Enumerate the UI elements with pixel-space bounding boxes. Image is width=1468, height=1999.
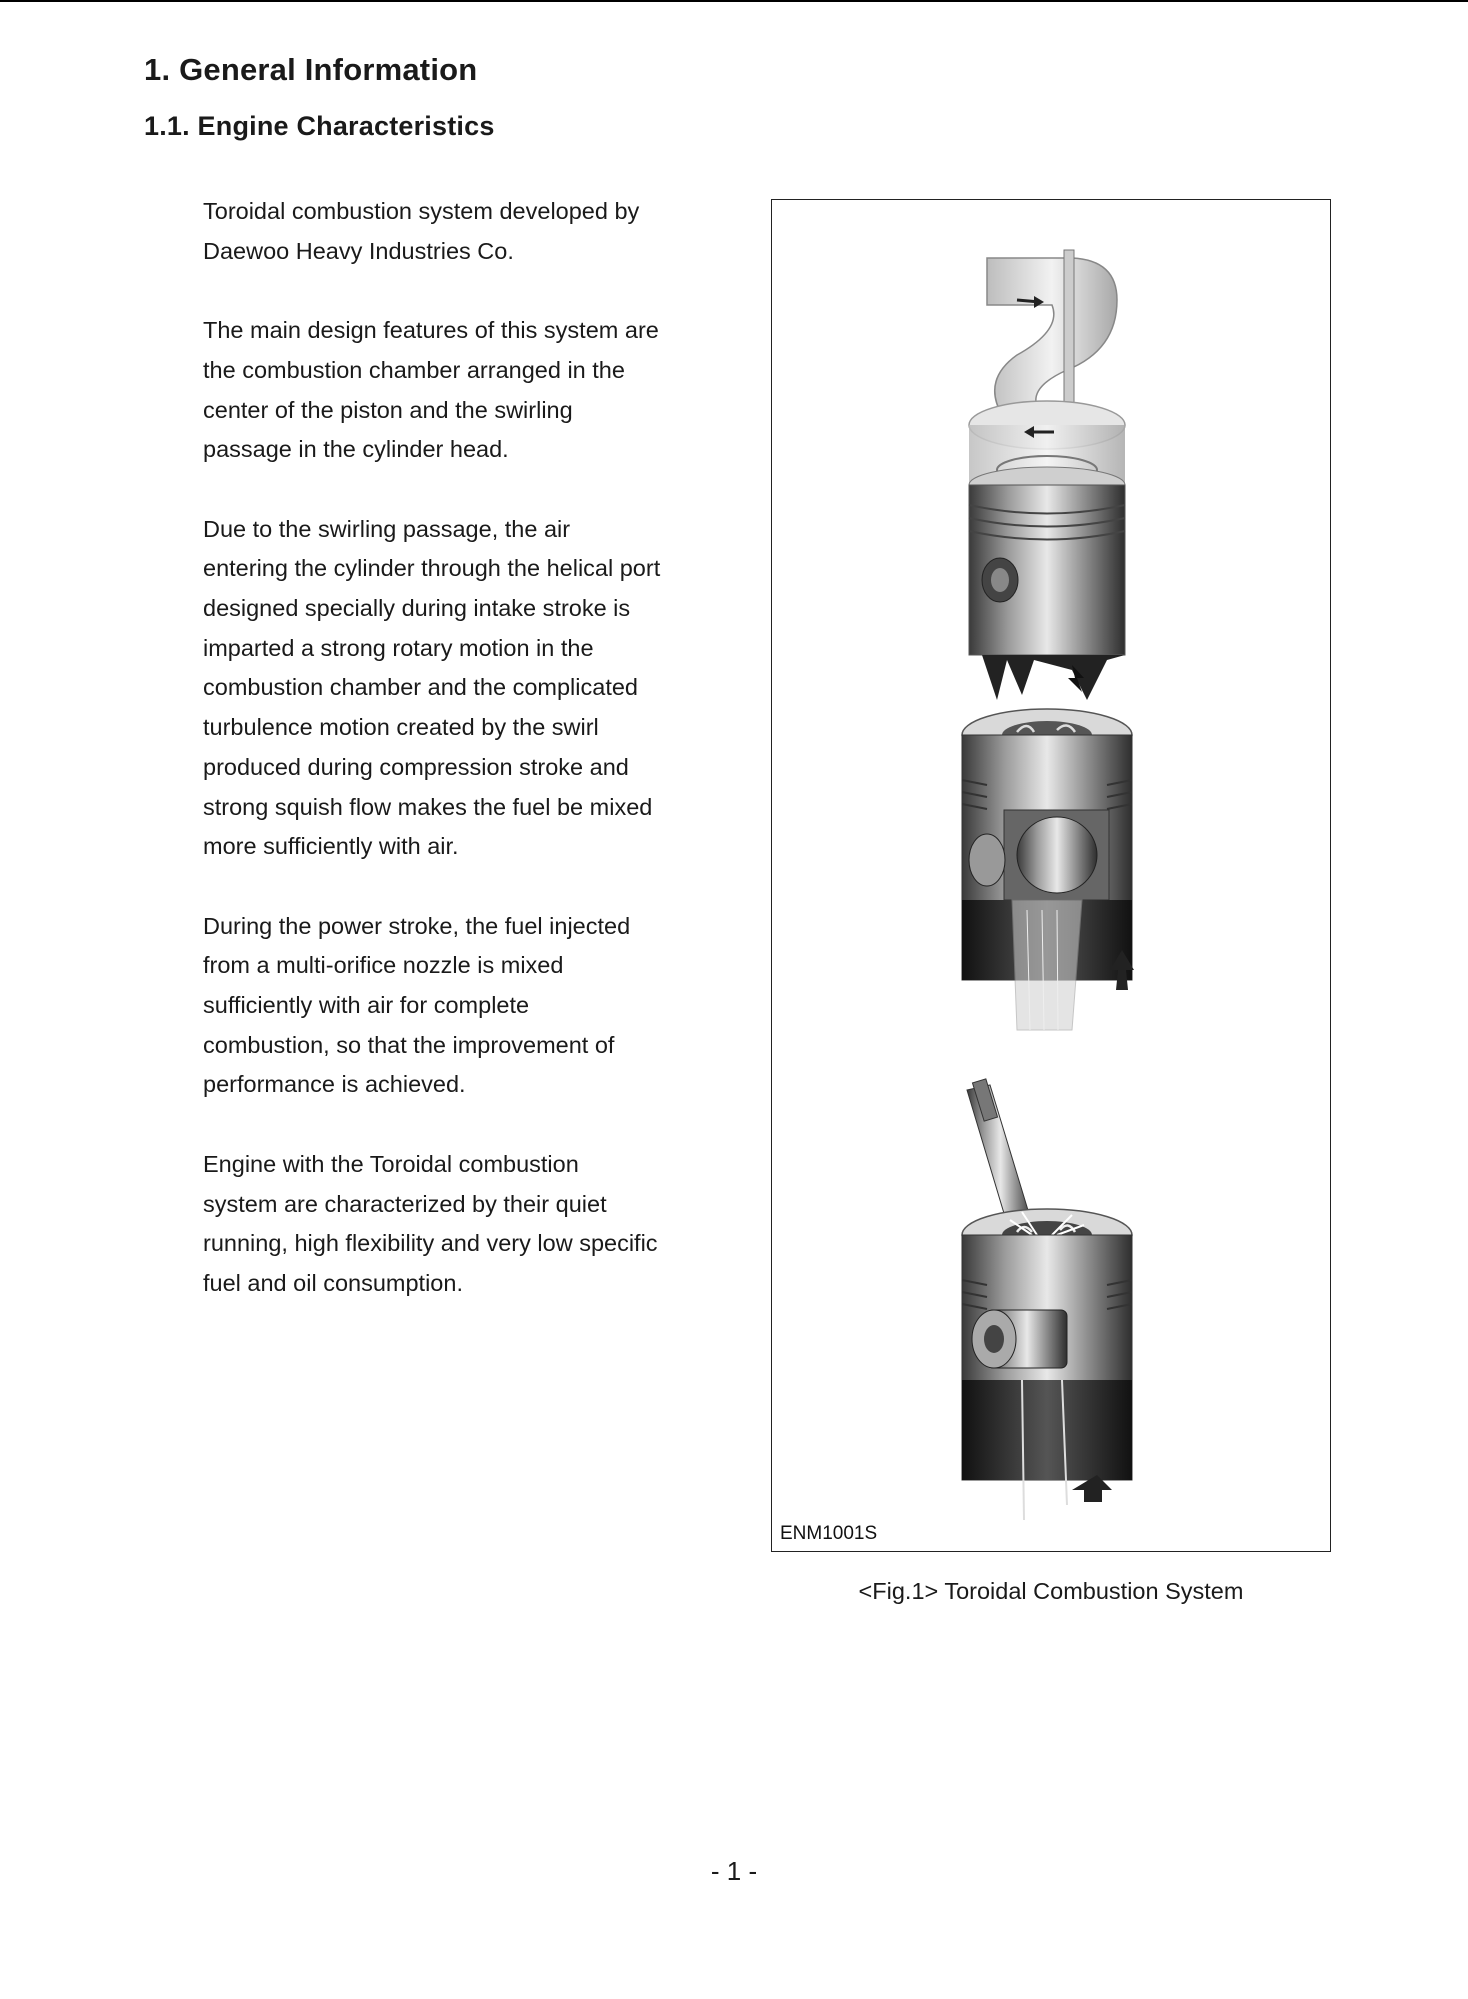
body-text xyxy=(203,192,763,1343)
figure-code: ENM1001S xyxy=(780,1523,878,1544)
paragraph-3: Due to the swirling passage, the air entering the cylinder through the helical port designed specially during intake stroke is imparted a strong rotary motion in the combustion chamber and the complicated turbulence motion created by the swirl produced during compression stroke and strong squish flow makes the fuel be mixed more sufficiently with air. xyxy=(203,515,661,860)
top-rule xyxy=(0,0,1468,2)
paragraph-5: Engine with the Toroidal combustion system are characterized by their quiet running, high flexibility and very low specific fuel and oil consumption. xyxy=(203,1150,658,1296)
paragraph-4: During the power stroke, the fuel injected from a multi-orifice nozzle is mixed sufficiently with air for complete combustion, so that the improvement of performance is achieved. xyxy=(203,912,631,1098)
paragraph-1: Toroidal combustion system developed by Daewoo Heavy Industries Co. xyxy=(203,198,640,264)
section-heading: 1. General Information xyxy=(144,52,478,87)
figure-caption: <Fig.1> Toroidal Combustion System xyxy=(858,1578,1244,1604)
subsection-heading: 1.1. Engine Characteristics xyxy=(144,111,495,141)
piston-intake-stroke xyxy=(969,250,1125,700)
piston-illustration xyxy=(772,200,1332,1553)
piston-power-stroke xyxy=(962,1079,1132,1520)
figure-frame xyxy=(771,199,1331,1552)
paragraph-2: The main design features of this system are the combustion chamber arranged in the center of the piston and the swirling passage in the cylinder head. xyxy=(203,317,659,463)
page-number: - 1 - xyxy=(710,1856,758,1886)
piston-compression-stroke xyxy=(962,709,1134,1030)
